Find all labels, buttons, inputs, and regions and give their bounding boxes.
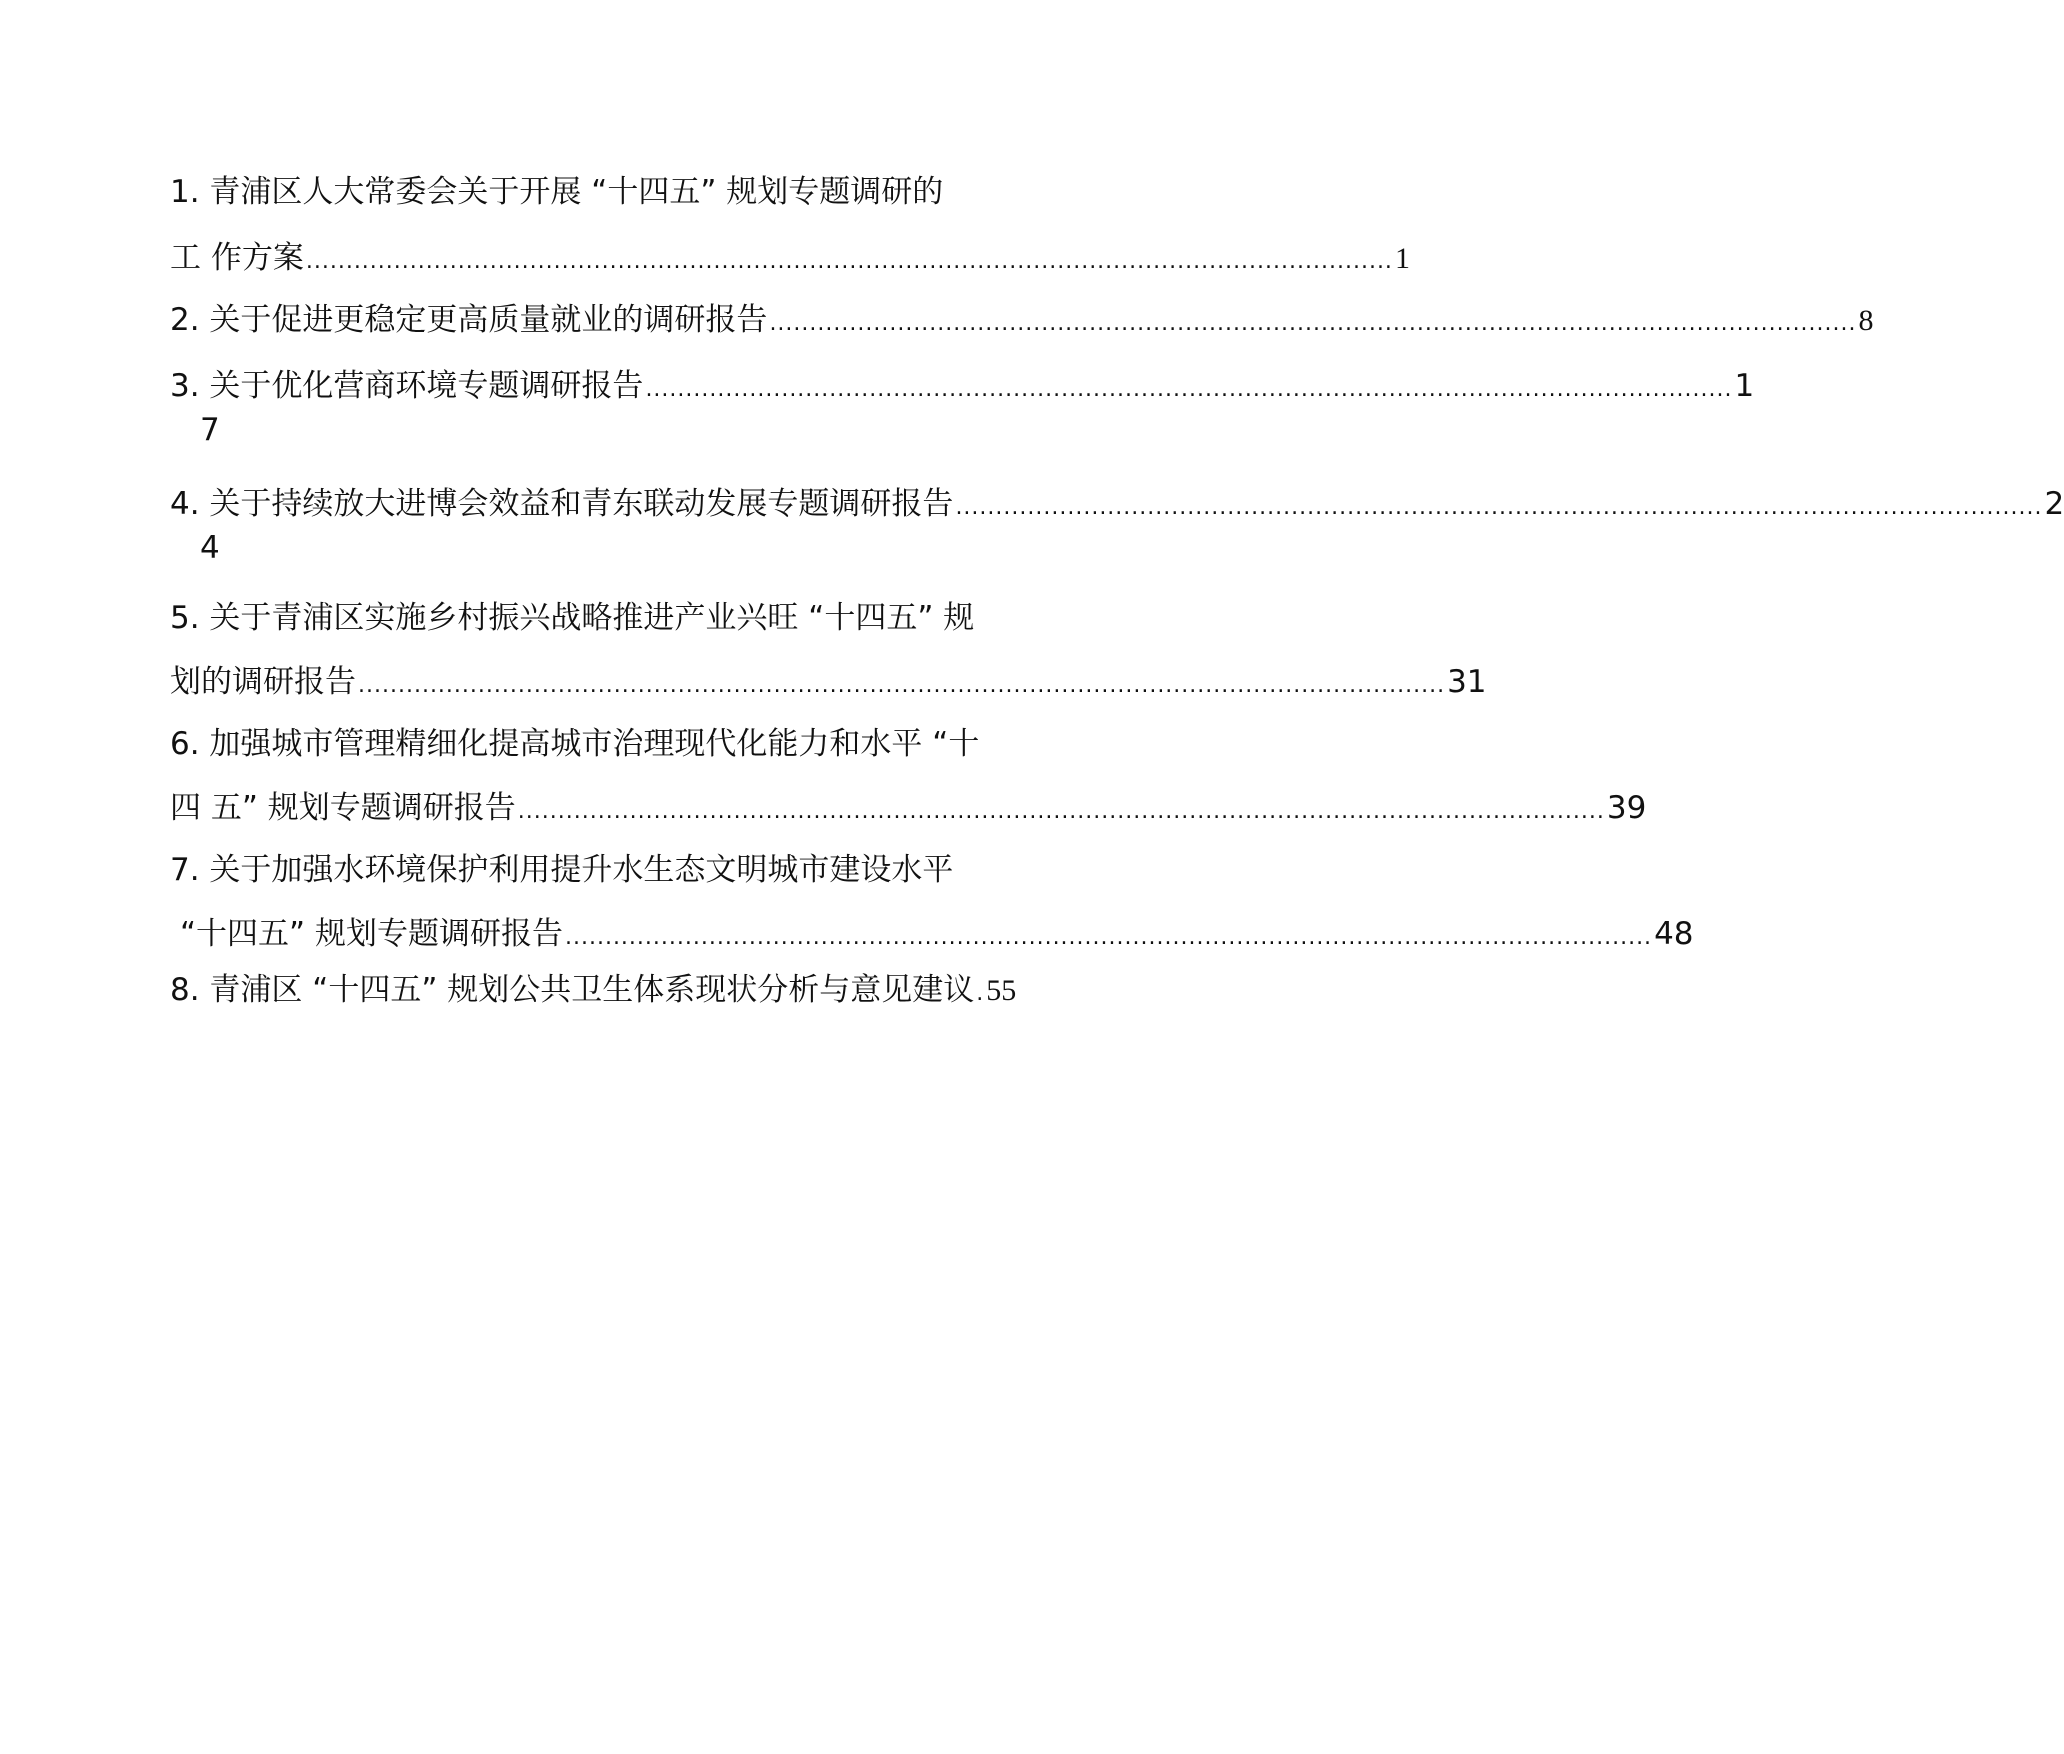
toc-entry-7-page: 48 (1654, 916, 1694, 952)
toc-entry-1-line-2[interactable] (170, 236, 1410, 280)
toc-entry-4-page-part-1: 2 (2044, 486, 2064, 522)
toc-entry-3-page-part-1: 1 (1734, 368, 1755, 404)
toc-entry-4-page-part-2: 4 (200, 530, 220, 566)
toc-entry-1-title: 1. 青浦区人大常委会关于开展 “十四五” 规划专题调研的 (170, 174, 944, 210)
toc-entry-6-title: 6. 加强城市管理精细化提高城市治理现代化能力和水平 “十 (170, 726, 980, 762)
leader-dots: ........................................................................................................................................ (564, 925, 1653, 950)
toc-entry-7-line-1[interactable] (170, 848, 1090, 892)
toc-entry-7-line-2[interactable] (180, 912, 1694, 956)
toc-entry-7-title-cont: “十四五” 规划专题调研报告 (180, 916, 563, 952)
toc-entry-8[interactable] (170, 968, 1090, 1012)
toc-entry-7-title: 7. 关于加强水环境保护利用提升水生态文明城市建设水平 (170, 852, 954, 888)
toc-entry-6-line-2[interactable] (170, 786, 1647, 830)
leader-dots: ........................................................................................................................................ (645, 377, 1733, 402)
leader-dots: ........................................................................................................................................ (517, 799, 1605, 824)
leader-dots: ........................................................................................................................................ (358, 673, 1446, 698)
toc-entry-5-line-2[interactable] (170, 660, 1487, 704)
leader-dots: . (976, 981, 985, 1006)
toc-entry-1-title-cont: 工 作方案 (170, 240, 304, 276)
toc-entry-8-page: 55 (986, 974, 1017, 1007)
toc-entry-3-page-part-2: 7 (200, 412, 220, 448)
toc-entry-4[interactable] (170, 482, 2064, 526)
toc-entry-2-title: 2. 关于促进更稳定更高质量就业的调研报告 (170, 302, 768, 338)
toc-entry-4-title: 4. 关于持续放大进博会效益和青东联动发展专题调研报告 (170, 486, 954, 522)
toc-entry-5-title: 5. 关于青浦区实施乡村振兴战略推进产业兴旺 “十四五” 规 (170, 600, 975, 636)
toc-entry-2-page: 8 (1858, 304, 1874, 337)
toc-entry-6-title-cont: 四 五” 规划专题调研报告 (170, 790, 516, 826)
leader-dots: ........................................................................................................................................ (769, 311, 1857, 336)
toc-entry-1-page: 1 (1394, 242, 1410, 275)
toc-entry-2[interactable] (170, 298, 1874, 342)
leader-dots: ........................................................................................................................................ (305, 249, 1393, 274)
toc-entry-5-page: 31 (1447, 664, 1487, 700)
toc-entry-5-title-cont: 划的调研报告 (170, 664, 356, 700)
toc-entry-3[interactable] (170, 364, 1755, 408)
toc-entry-1-line-1[interactable] (170, 170, 1090, 214)
toc-entry-8-title: 8. 青浦区 “十四五” 规划公共卫生体系现状分析与意见建议 (170, 972, 975, 1008)
toc-entry-5-line-1[interactable] (170, 596, 1090, 640)
toc-entry-6-page: 39 (1606, 790, 1647, 826)
toc-entry-3-title: 3. 关于优化营商环境专题调研报告 (170, 368, 644, 404)
toc-entry-6-line-1[interactable] (170, 722, 1090, 766)
leader-dots: ........................................................................................................................................ (955, 495, 2043, 520)
